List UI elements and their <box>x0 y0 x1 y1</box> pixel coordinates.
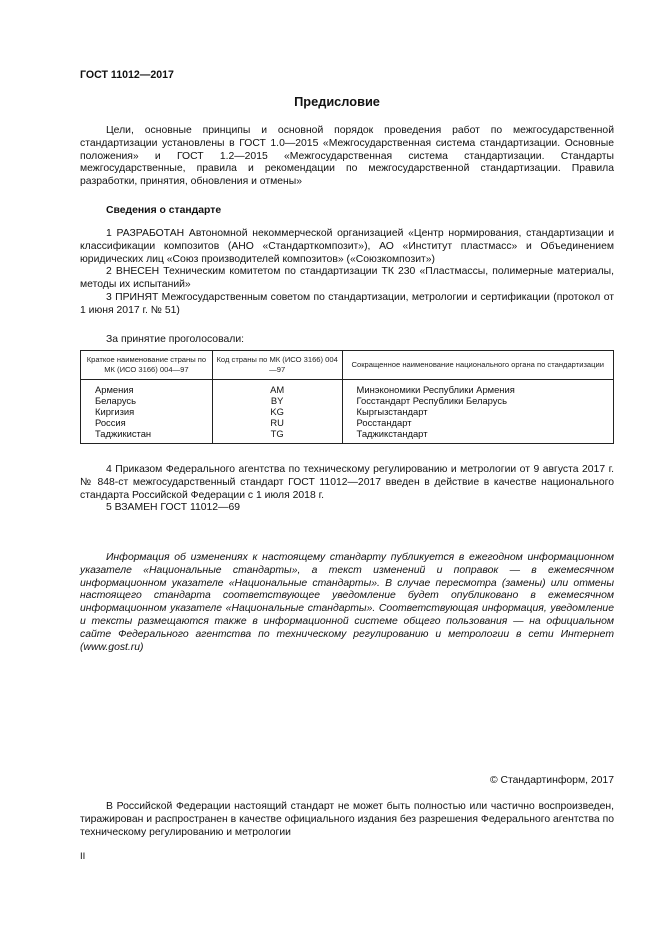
body-cell: Росстандарт <box>342 417 613 428</box>
body-cell: Кыргызстандарт <box>342 406 613 417</box>
column-header-country: Краткое наименование страны по МК (ИСО 3166) 004—97 <box>81 351 213 380</box>
info-item-adopted: 3 ПРИНЯТ Межгосударственным советом по стандартизации, метрологии и сертификации (протокол от 1 июня 2017 г. № 51) <box>80 291 614 316</box>
document-code-header: ГОСТ 11012—2017 <box>80 69 174 81</box>
body-cell: Таджикстандарт <box>342 428 613 444</box>
body-cell: Минэкономики Республики Армения <box>342 380 613 396</box>
standard-info-heading: Сведения о стандарте <box>106 205 222 216</box>
table-row <box>81 395 614 406</box>
code-cell: KG <box>212 406 342 417</box>
copyright-notice: © Стандартинформ, 2017 <box>489 775 614 786</box>
page-number: II <box>80 851 86 862</box>
table-row <box>81 406 614 417</box>
table-row <box>81 417 614 428</box>
country-cell: Таджикистан <box>81 428 213 444</box>
voting-countries-table <box>80 350 614 444</box>
page-title: Предисловие <box>294 94 380 109</box>
code-cell: BY <box>212 395 342 406</box>
code-cell: TG <box>212 428 342 444</box>
intro-paragraph: Цели, основные принципы и основной порядок проведения работ по межгосударственной стандартизации установлены в ГОСТ 1.0—2015 «Межгосударственная система стандартизации. Основные положения» и ГОСТ 1.2—2015 «Межгосударственная система стандартизации. Стандарты межгосударственные, правила и рекомендации по межгосударственной стандартизации. Правила разработки, принятия, обновления и отмены» <box>80 125 614 188</box>
code-cell: AM <box>212 380 342 396</box>
country-cell: Россия <box>81 417 213 428</box>
column-header-code: Код страны по МК (ИСО 3166) 004—97 <box>212 351 342 380</box>
table-row <box>81 428 614 444</box>
legal-notice: В Российской Федерации настоящий стандарт не может быть полностью или частично воспроизведен, тиражирован и распространен в качестве официального издания без разрешения Федерального агентства по техническому регулированию и метрологии <box>80 801 614 838</box>
info-item-developed: 1 РАЗРАБОТАН Автономной некоммерческой организацией «Центр нормирования, стандартизации и классификации композитов (АНО «Стандарткомпозит»), АО «Институт пластмасс» и Объединением юридических лиц «Союз производителей композитов» («Союзкомпозит») <box>80 228 614 265</box>
changes-info-notice: Информация об изменениях к настоящему стандарту публикуется в ежегодном информационном указателе «Национальные стандарты», а текст изменений и поправок — в ежемесячном информационном указателе «Национальные стандарты». В случае пересмотра (замены) или отмены настоящего стандарта соответствующее уведомление будет опубликовано в ежемесячном информационном указателе «Национальные стандарты». Соответствующая информация, уведомление и тексты размещаются также в информационной системе общего пользования — на официальном сайте Федерального агентства по техническому регулированию и метрологии в сети Интернет (www.gost.ru) <box>80 552 614 653</box>
info-item-replaces: 5 ВЗАМЕН ГОСТ 11012—69 <box>106 502 241 514</box>
info-item-enacted: 4 Приказом Федерального агентства по техническому регулированию и метрологии от 9 августа 2017 г. № 848-ст межгосударственный стандарт ГОСТ 11012—2017 введен в действие в качестве национального стандарта Российской Федерации с 1 июля 2018 г. <box>80 464 614 501</box>
table-header-row <box>81 351 614 380</box>
country-cell: Армения <box>81 380 213 396</box>
country-cell: Беларусь <box>81 395 213 406</box>
standard-info-list <box>80 228 614 318</box>
column-header-body: Сокращенное наименование национального органа по стандартизации <box>342 351 613 380</box>
body-cell: Госстандарт Республики Беларусь <box>342 395 613 406</box>
table-row <box>81 380 614 396</box>
enactment-list <box>80 464 614 515</box>
code-cell: RU <box>212 417 342 428</box>
voted-label: За принятие проголосовали: <box>106 334 245 345</box>
info-item-submitted: 2 ВНЕСЕН Техническим комитетом по стандартизации ТК 230 «Пластмассы, полимерные материалы, методы их испытаний» <box>80 266 614 291</box>
country-cell: Киргизия <box>81 406 213 417</box>
